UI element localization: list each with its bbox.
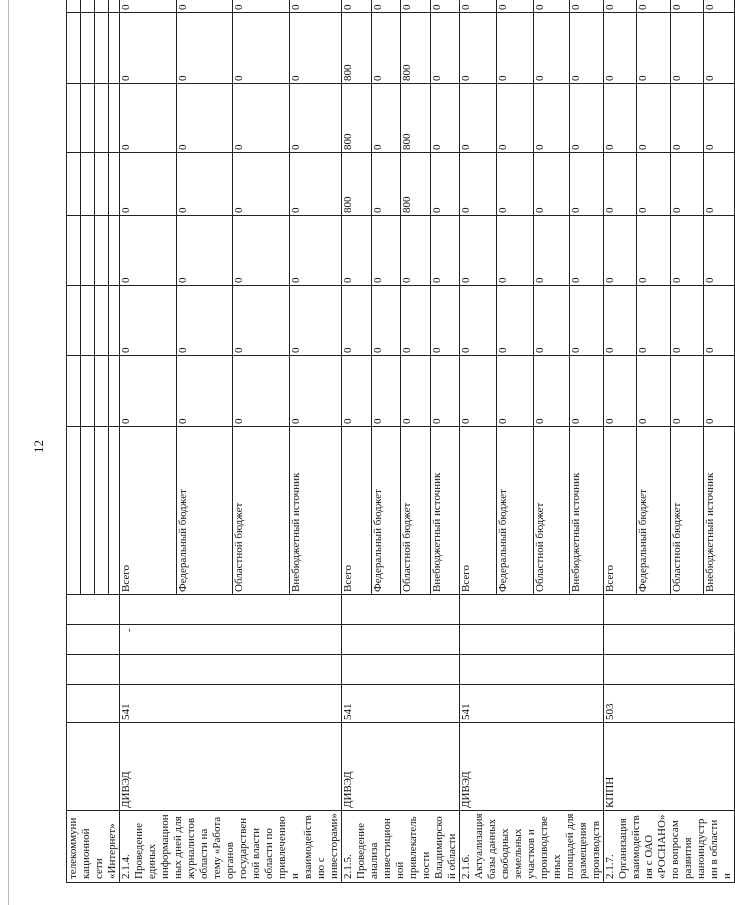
amount-cell: 0	[289, 286, 341, 356]
funding-source-cell: Федеральный бюджет	[637, 427, 670, 595]
amount-cell: 0	[637, 0, 670, 13]
executor-cell: ДИВЭД	[120, 723, 342, 811]
amount-cell	[67, 84, 81, 153]
amount-cell: 0	[289, 13, 341, 84]
amount-cell: 0	[430, 153, 460, 216]
amount-cell: 0	[604, 356, 637, 427]
funding-source-cell: Всего	[120, 427, 177, 595]
page-number: 12	[31, 440, 46, 453]
amount-cell: 0	[342, 286, 372, 356]
amount-cell	[95, 0, 109, 13]
amount-cell: 0	[176, 286, 233, 356]
amount-cell: 0	[289, 0, 341, 13]
amount-cell: 800	[342, 153, 372, 216]
blank-cell	[342, 655, 460, 685]
funding-source-cell: Всего	[342, 427, 372, 595]
funding-source-cell: Областной бюджет	[233, 427, 290, 595]
amount-cell	[95, 216, 109, 286]
program-funding-table	[66, 0, 735, 883]
blank-cell	[342, 625, 460, 655]
amount-cell	[81, 286, 95, 356]
executor-cell: КППН	[604, 723, 735, 811]
amount-cell: 0	[401, 286, 431, 356]
amount-cell: 0	[233, 286, 290, 356]
amount-cell: 0	[401, 216, 431, 286]
amount-cell: 0	[533, 13, 570, 84]
funding-source-cell: Федеральный бюджет	[496, 427, 533, 595]
funding-source-cell: Внебюджетный источник	[289, 427, 341, 595]
amount-cell: 0	[637, 286, 670, 356]
funding-source-cell	[95, 427, 109, 595]
table-row	[604, 0, 637, 883]
amount-cell: 0	[604, 286, 637, 356]
blank-cell	[67, 595, 120, 625]
funding-source-cell	[67, 427, 81, 595]
blank-cell	[604, 655, 735, 685]
amount-cell: 0	[176, 153, 233, 216]
amount-cell	[81, 216, 95, 286]
amount-cell: 0	[120, 84, 177, 153]
amount-cell: 0	[120, 286, 177, 356]
amount-cell: 0	[401, 356, 431, 427]
funding-source-cell: Всего	[604, 427, 637, 595]
amount-cell: 0	[430, 84, 460, 153]
amount-cell: 0	[120, 216, 177, 286]
amount-cell: 0	[496, 286, 533, 356]
amount-cell: 0	[604, 84, 637, 153]
activity-name-cell: 2.1.4. Проведение единых информационных дней для журналистов области на тему «Работа органов государственной власти области по привлечению и взаимодействию с инвесторами»	[120, 811, 342, 883]
activity-name-cell: 2.1.5. Проведение анализа инвестиционной привлекательности Владимирской области	[342, 811, 460, 883]
amount-cell: 0	[233, 356, 290, 427]
amount-cell	[67, 356, 81, 427]
amount-cell: 0	[637, 216, 670, 286]
amount-cell: 0	[233, 153, 290, 216]
amount-cell: 0	[637, 153, 670, 216]
blank-cell	[604, 595, 735, 625]
amount-cell	[81, 356, 95, 427]
executor-cell: ДИВЭД	[342, 723, 460, 811]
amount-cell	[109, 286, 120, 356]
amount-cell: 0	[430, 0, 460, 13]
amount-cell	[81, 13, 95, 84]
amount-cell: 0	[533, 216, 570, 286]
amount-cell: 800	[401, 84, 431, 153]
amount-cell: 0	[371, 216, 401, 286]
funding-source-cell: Областной бюджет	[401, 427, 431, 595]
page-edge-line	[8, 0, 9, 905]
amount-cell: 0	[289, 356, 341, 427]
amount-cell	[95, 286, 109, 356]
amount-cell: 0	[570, 0, 604, 13]
amount-cell: 0	[670, 356, 703, 427]
amount-cell	[95, 13, 109, 84]
table-row	[342, 0, 372, 883]
activity-name-cell: телекоммуникационной сети «Интернет»	[67, 811, 120, 883]
amount-cell: 0	[670, 286, 703, 356]
amount-cell: 0	[670, 0, 703, 13]
blank-cell	[460, 595, 604, 625]
amount-cell: 0	[533, 356, 570, 427]
amount-cell: 0	[430, 356, 460, 427]
funding-source-cell: Областной бюджет	[533, 427, 570, 595]
amount-cell: 0	[496, 0, 533, 13]
amount-cell: 0	[637, 356, 670, 427]
amount-cell: 0	[176, 13, 233, 84]
amount-cell: 0	[342, 356, 372, 427]
amount-cell: 0	[430, 216, 460, 286]
amount-cell: 0	[704, 13, 735, 84]
activity-name-cell: 2.1.6. Актуализация базы данных свободных земельных участков и производственных площадей для размещения производств	[460, 811, 604, 883]
amount-cell: 0	[120, 153, 177, 216]
blank-cell	[342, 595, 460, 625]
amount-cell: 0	[570, 356, 604, 427]
amount-cell: 0	[637, 13, 670, 84]
amount-cell: 0	[704, 84, 735, 153]
table-body	[67, 0, 735, 883]
amount-cell: 0	[460, 13, 497, 84]
amount-cell: 0	[460, 286, 497, 356]
amount-cell: 0	[120, 0, 177, 13]
amount-cell: 0	[460, 84, 497, 153]
amount-cell: 0	[604, 153, 637, 216]
rotated-table-container	[66, 4, 733, 883]
amount-cell: 0	[496, 84, 533, 153]
amount-cell: 800	[401, 13, 431, 84]
amount-cell: 0	[704, 0, 735, 13]
table-row	[460, 0, 497, 883]
amount-cell	[67, 0, 81, 13]
amount-cell: 0	[371, 153, 401, 216]
amount-cell: 0	[496, 13, 533, 84]
amount-cell: 0	[496, 356, 533, 427]
funding-source-cell: Внебюджетный источник	[430, 427, 460, 595]
amount-cell: 0	[460, 356, 497, 427]
amount-cell: 0	[430, 13, 460, 84]
funding-source-cell: Внебюджетный источник	[570, 427, 604, 595]
amount-cell: 0	[289, 84, 341, 153]
code-cell: 541	[120, 685, 342, 723]
amount-cell: 0	[704, 286, 735, 356]
amount-cell: 0	[533, 286, 570, 356]
amount-cell: 0	[637, 84, 670, 153]
amount-cell: 0	[570, 13, 604, 84]
amount-cell: 0	[233, 0, 290, 13]
amount-cell	[95, 84, 109, 153]
amount-cell: 800	[342, 84, 372, 153]
amount-cell: 0	[176, 84, 233, 153]
executor-cell: ДИВЭД	[460, 723, 604, 811]
amount-cell	[109, 84, 120, 153]
amount-cell	[81, 153, 95, 216]
code-cell: 503	[604, 685, 735, 723]
amount-cell: 0	[176, 216, 233, 286]
table-row	[67, 0, 81, 883]
stray-dash-mark: -	[123, 628, 135, 632]
blank-cell	[120, 655, 342, 685]
amount-cell: 0	[371, 286, 401, 356]
amount-cell: 0	[371, 356, 401, 427]
amount-cell: 0	[496, 153, 533, 216]
amount-cell: 0	[460, 216, 497, 286]
funding-source-cell	[109, 427, 120, 595]
amount-cell: 0	[670, 84, 703, 153]
amount-cell: 0	[670, 153, 703, 216]
amount-cell: 0	[289, 216, 341, 286]
amount-cell: 0	[533, 0, 570, 13]
amount-cell: 0	[120, 13, 177, 84]
amount-cell	[67, 13, 81, 84]
amount-cell: 0	[704, 216, 735, 286]
amount-cell: 0	[570, 216, 604, 286]
blank-cell	[604, 625, 735, 655]
amount-cell	[67, 216, 81, 286]
amount-cell: 0	[704, 356, 735, 427]
amount-cell: 0	[371, 13, 401, 84]
amount-cell	[81, 84, 95, 153]
amount-cell: 0	[704, 153, 735, 216]
amount-cell	[109, 153, 120, 216]
amount-cell: 0	[371, 84, 401, 153]
amount-cell: 0	[176, 356, 233, 427]
amount-cell: 0	[430, 286, 460, 356]
amount-cell: 0	[670, 216, 703, 286]
amount-cell: 0	[604, 216, 637, 286]
amount-cell: 0	[371, 0, 401, 13]
amount-cell: 0	[342, 0, 372, 13]
amount-cell: 0	[670, 13, 703, 84]
funding-source-cell: Внебюджетный источник	[704, 427, 735, 595]
amount-cell	[109, 0, 120, 13]
amount-cell	[95, 356, 109, 427]
amount-cell: 0	[460, 153, 497, 216]
amount-cell: 0	[533, 153, 570, 216]
amount-cell: 0	[604, 13, 637, 84]
amount-cell: 0	[604, 0, 637, 13]
blank-cell	[460, 625, 604, 655]
funding-source-cell: Всего	[460, 427, 497, 595]
amount-cell: 0	[533, 84, 570, 153]
amount-cell	[67, 153, 81, 216]
amount-cell: 0	[570, 153, 604, 216]
blank-cell	[120, 595, 342, 625]
funding-source-cell: Областной бюджет	[670, 427, 703, 595]
blank-cell	[67, 625, 120, 655]
amount-cell: 0	[570, 286, 604, 356]
funding-source-cell: Федеральный бюджет	[371, 427, 401, 595]
code-cell: 541	[460, 685, 604, 723]
amount-cell	[109, 356, 120, 427]
amount-cell: 800	[342, 13, 372, 84]
amount-cell: 0	[460, 0, 497, 13]
blank-cell	[120, 625, 342, 655]
amount-cell: 0	[120, 356, 177, 427]
funding-source-cell: Федеральный бюджет	[176, 427, 233, 595]
amount-cell	[109, 216, 120, 286]
code-cell: 541	[342, 685, 460, 723]
amount-cell: 0	[342, 216, 372, 286]
amount-cell	[95, 153, 109, 216]
amount-cell: 0	[233, 13, 290, 84]
code-cell	[67, 685, 120, 723]
executor-cell	[67, 723, 120, 811]
amount-cell: 0	[233, 216, 290, 286]
amount-cell: 0	[570, 84, 604, 153]
funding-source-cell	[81, 427, 95, 595]
amount-cell: 0	[496, 216, 533, 286]
amount-cell	[67, 286, 81, 356]
amount-cell: 0	[176, 0, 233, 13]
table-row	[120, 0, 177, 883]
amount-cell: 0	[289, 153, 341, 216]
blank-cell	[67, 655, 120, 685]
amount-cell	[109, 13, 120, 84]
activity-name-cell: 2.1.7. Организация взаимодействия с ОАО «РОСНАНО» по вопросам развития наноиндустрии в области и	[604, 811, 735, 883]
blank-cell	[460, 655, 604, 685]
amount-cell: 0	[233, 84, 290, 153]
amount-cell	[81, 0, 95, 13]
amount-cell: 0	[401, 0, 431, 13]
amount-cell: 800	[401, 153, 431, 216]
